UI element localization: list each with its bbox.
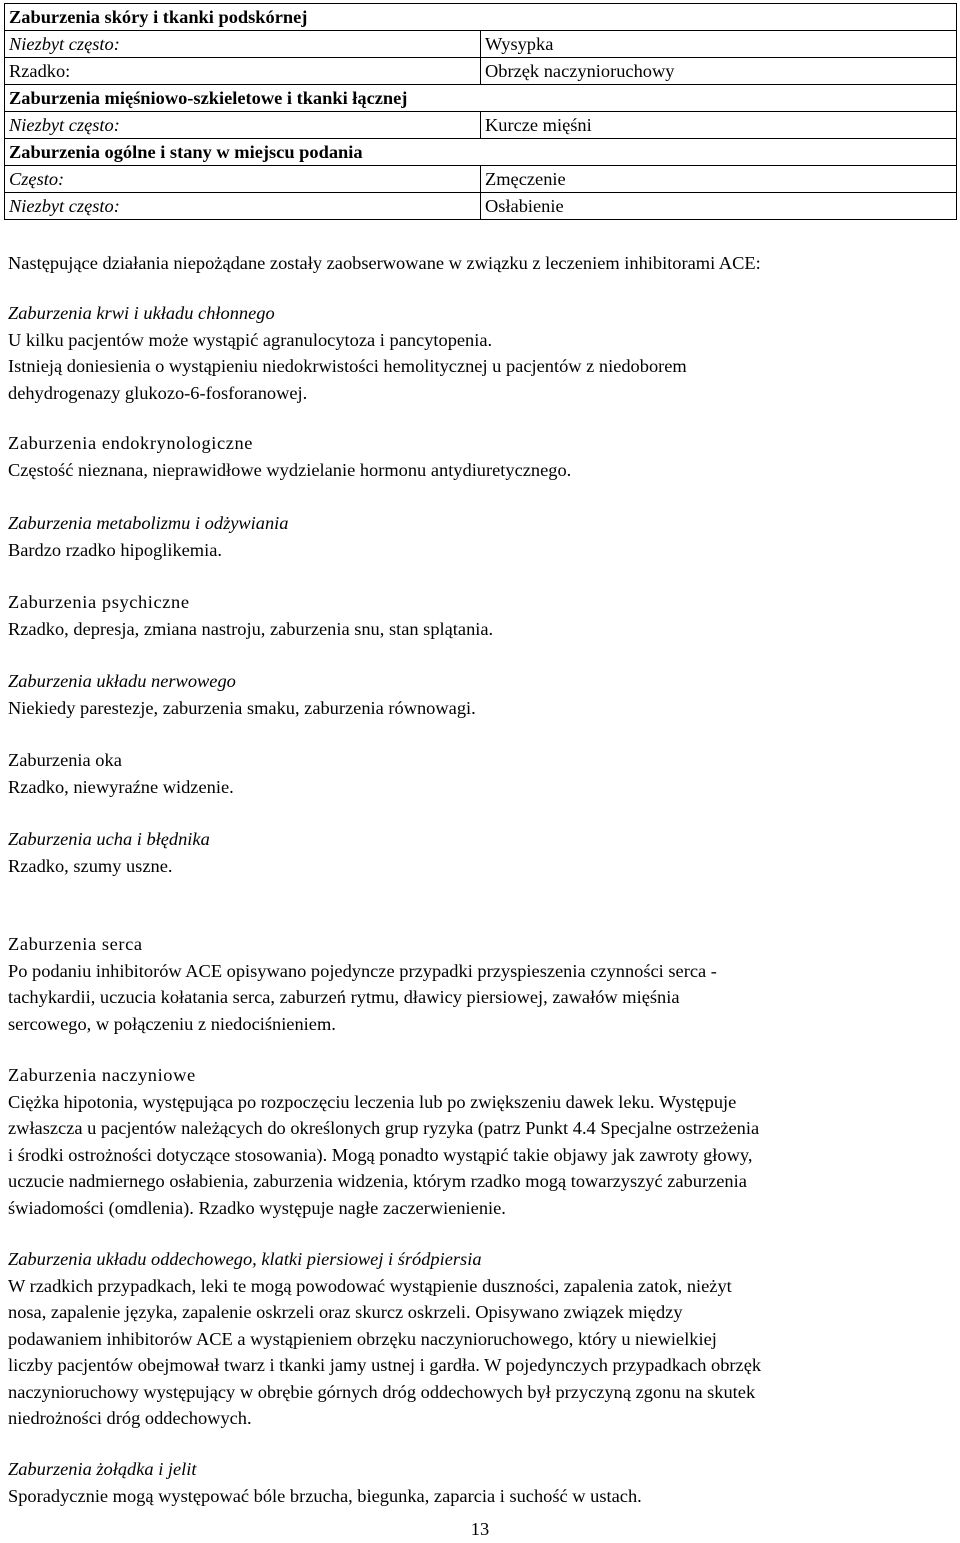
- section-respiratory: [8, 1246, 950, 1432]
- effect-cell: Osłabienie: [481, 193, 957, 220]
- table-row: [5, 85, 957, 112]
- section-blood: [8, 300, 950, 406]
- table-row: [5, 193, 957, 220]
- body-line: podawaniem inhibitorów ACE a wystąpieniem obrzęku naczynioruchowego, który u niewielkiej: [8, 1328, 717, 1349]
- section-heading: Zaburzenia układu nerwowego: [8, 671, 236, 691]
- body-line: Częstość nieznana, nieprawidłowe wydzielanie hormonu antydiuretycznego.: [8, 459, 572, 480]
- section-heart: [8, 931, 950, 1037]
- body-line: sercowego, w połączeniu z niedociśnieniem.: [8, 1013, 336, 1034]
- section-ear: [8, 826, 950, 879]
- table-row: [5, 4, 957, 31]
- section-nervous: [8, 668, 950, 721]
- section-psychiatric: [8, 589, 950, 642]
- body-line: Rzadko, niewyraźne widzenie.: [8, 776, 234, 797]
- body-line: Rzadko, szumy uszne.: [8, 855, 173, 876]
- body-line: naczynioruchowy występujący w obrębie górnych dróg oddechowych był przyczyną zgonu na skutek: [8, 1381, 756, 1402]
- table-row: [5, 31, 957, 58]
- body-line: Sporadycznie mogą występować bóle brzucha, biegunka, zaparcia i suchość w ustach.: [8, 1485, 642, 1506]
- body-line: nosa, zapalenie języka, zapalenie oskrzeli oraz skurcz oskrzeli. Opisywano związek między: [8, 1302, 683, 1322]
- body-line: Ciężka hipotonia, występująca po rozpoczęciu leczenia lub po zwiększeniu dawek leku. Występuje: [8, 1091, 737, 1112]
- section-heading: Zaburzenia psychiczne: [8, 592, 190, 612]
- effect-cell: Zmęczenie: [481, 166, 957, 193]
- section-heading: Zaburzenia układu oddechowego, klatki piersiowej i śródpiersia: [8, 1249, 482, 1269]
- section-heading: Zaburzenia serca: [8, 934, 143, 954]
- body-line: W rzadkich przypadkach, leki te mogą powodować wystąpienie duszności, zapalenia zatok, nieżyt: [8, 1275, 732, 1296]
- table-row: [5, 58, 957, 85]
- frequency-cell: Często:: [5, 166, 481, 193]
- table-row: [5, 112, 957, 139]
- frequency-cell: Rzadko:: [5, 58, 481, 85]
- body-line: tachykardii, uczucia kołatania serca, zaburzeń rytmu, dławicy piersiowej, zawałów mięśnia: [8, 987, 680, 1007]
- effect-cell: Wysypka: [481, 31, 957, 58]
- effect-cell: Obrzęk naczynioruchowy: [481, 58, 957, 85]
- section-heading: Zaburzenia oka: [8, 750, 122, 770]
- section-heading: Zaburzenia endokrynologiczne: [8, 433, 254, 453]
- body-line: zwłaszcza u pacjentów należących do określonych grup ryzyka (patrz Punkt 4.4 Specjalne ostrzeżenia: [8, 1118, 760, 1138]
- body-line: i środki ostrożności dotyczące stosowania). Mogą ponadto wystąpić takie objawy jak zawroty głowy,: [8, 1144, 753, 1165]
- intro-paragraph: [8, 250, 950, 277]
- section-heading: Zaburzenia krwi i układu chłonnego: [8, 303, 275, 323]
- section-heading: Zaburzenia ucha i błędnika: [8, 829, 210, 849]
- body-line: liczby pacjentów obejmował twarz i tkanki jamy ustnej i gardła. W pojedynczych przypadkach obrzęk: [8, 1355, 762, 1375]
- body-line: Niekiedy parestezje, zaburzenia smaku, zaburzenia równowagi.: [8, 697, 476, 718]
- section-endocrine: [8, 430, 950, 483]
- frequency-cell: Niezbyt często:: [5, 193, 481, 220]
- effect-cell: Kurcze mięśni: [481, 112, 957, 139]
- section-metabolism: [8, 510, 950, 563]
- table-section-heading: Zaburzenia mięśniowo-szkieletowe i tkanki łącznej: [5, 85, 957, 112]
- section-heading: Zaburzenia żołądka i jelit: [8, 1459, 197, 1479]
- table-section-heading: Zaburzenia skóry i tkanki podskórnej: [5, 4, 957, 31]
- body-line: U kilku pacjentów może wystąpić agranulocytoza i pancytopenia.: [8, 329, 493, 350]
- page-number: 13: [470, 1519, 490, 1539]
- body-line: niedrożności dróg oddechowych.: [8, 1408, 252, 1428]
- section-heading: Zaburzenia naczyniowe: [8, 1065, 196, 1085]
- section-vascular: [8, 1062, 950, 1221]
- table-section-heading: Zaburzenia ogólne i stany w miejscu podania: [5, 139, 957, 166]
- adverse-effects-table: [4, 3, 957, 220]
- frequency-cell: Niezbyt często:: [5, 31, 481, 58]
- body-line: Bardzo rzadko hipoglikemia.: [8, 539, 222, 560]
- body-line: Rzadko, depresja, zmiana nastroju, zaburzenia snu, stan splątania.: [8, 618, 494, 639]
- table-row: [5, 139, 957, 166]
- body-line: uczucie nadmiernego osłabienia, zaburzenia widzenia, którym rzadko mogą towarzyszyć zaburzenia: [8, 1171, 747, 1191]
- table-row: [5, 166, 957, 193]
- body-line: świadomości (omdlenia). Rzadko występuje nagłe zaczerwienienie.: [8, 1197, 506, 1218]
- body-line: Istnieją doniesienia o wystąpieniu niedokrwistości hemolitycznej u pacjentów z niedoborem: [8, 356, 687, 376]
- frequency-cell: Niezbyt często:: [5, 112, 481, 139]
- intro-text: Następujące działania niepożądane zostały zaobserwowane w związku z leczeniem inhibitorami ACE:: [8, 253, 761, 273]
- section-heading: Zaburzenia metabolizmu i odżywiania: [8, 513, 289, 533]
- section-gastro: [8, 1456, 950, 1509]
- body-line: dehydrogenazy glukozo-6-fosforanowej.: [8, 382, 308, 403]
- section-eye: [8, 747, 950, 800]
- body-line: Po podaniu inhibitorów ACE opisywano pojedyncze przypadki przyspieszenia czynności serca -: [8, 960, 717, 981]
